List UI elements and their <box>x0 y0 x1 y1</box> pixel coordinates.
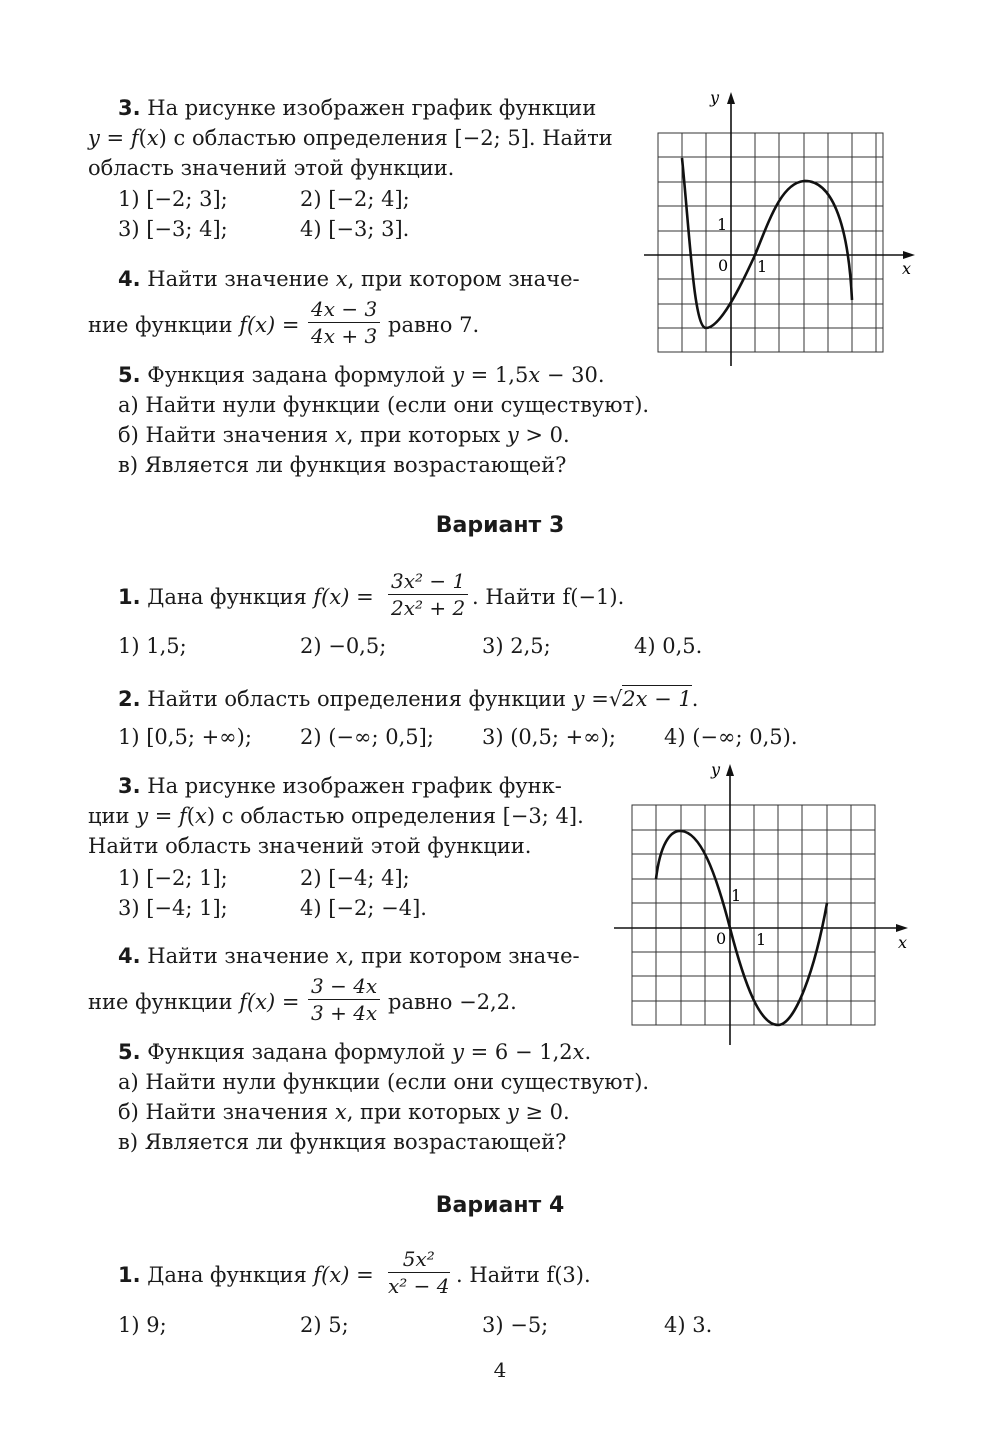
v4-task1-prefix: 1. Дана функция f(x) = <box>118 1263 374 1287</box>
v3-task4-line2-prefix: ние функции f(x) = <box>88 990 300 1014</box>
grid <box>658 133 883 352</box>
v3-task3-option3: 3) [−4; 1]; <box>118 896 228 920</box>
v2-task3-line1: 3. На рисунке изображен график функции <box>118 96 597 120</box>
v4-task1-option2: 2) 5; <box>300 1313 349 1337</box>
variant4-title: Вариант 4 <box>435 1193 565 1218</box>
v3-task4-fraction: $\frac{3 - 4x}{3 + 4x}$ <box>308 974 380 1025</box>
v2-task4-line1: 4. Найти значение x, при котором значе- <box>118 267 580 291</box>
page-number: 4 <box>493 1358 507 1382</box>
v3-task2-option2: 2) (−∞; 0,5]; <box>300 725 434 749</box>
v2-task4-fraction: $\frac{4x - 3}{4x + 3}$ <box>308 297 380 348</box>
y-axis-arrow <box>727 92 735 104</box>
v2-task3-line3: область значений этой функции. <box>88 156 455 180</box>
v3-task2-line: 2. Найти область определения функции y =√2x − 1. <box>118 687 699 711</box>
v2-task3-line2: y = f(x) с областью определения [−2; 5]. Найти <box>88 126 613 150</box>
variant3-title: Вариант 3 <box>435 513 565 538</box>
origin-label: 0 <box>718 256 729 275</box>
v3-task3-line3: Найти область значений этой функции. <box>88 834 532 858</box>
x-unit-label: 1 <box>757 257 768 276</box>
radicand: 2x − 1 <box>622 687 692 711</box>
x-axis-arrow <box>903 251 915 259</box>
v3-task2-option4: 4) (−∞; 0,5). <box>664 725 798 749</box>
v3-task3-line1: 3. На рисунке изображен график функ- <box>118 774 562 798</box>
y-axis-label: y <box>710 88 720 107</box>
v3-task1-fraction: $\frac{\text{3x² − 1}}{\text{2x² + 2}}$ <box>388 569 468 620</box>
v3-task1-option4: 4) 0,5. <box>634 634 703 658</box>
v3-task1-option2: 2) −0,5; <box>300 634 387 658</box>
v3-task2-option1: 1) [0,5; +∞); <box>118 725 252 749</box>
v2-task3-option4: 4) [−3; 3]. <box>300 217 410 241</box>
v4-task1-option1: 1) 9; <box>118 1313 167 1337</box>
v2-task5-b: б) Найти значения x, при которых y > 0. <box>118 423 570 447</box>
v3-task3-option2: 2) [−4; 4]; <box>300 866 410 890</box>
v3-task5-c: в) Является ли функция возрастающей? <box>118 1130 567 1154</box>
task-number: 5. <box>118 363 141 387</box>
v3-task5-line1: 5. Функция задана формулой y = 6 − 1,2x. <box>118 1040 592 1064</box>
task-number: 1. <box>118 585 141 609</box>
v3-task1-prefix: 1. Дана функция f(x) = <box>118 585 374 609</box>
task-number: 3. <box>118 774 141 798</box>
v2-task5-line1: 5. Функция задана формулой y = 1,5x − 30. <box>118 363 605 387</box>
task-number: 1. <box>118 1263 141 1287</box>
x-unit-label: 1 <box>756 930 767 949</box>
task-number: 4. <box>118 944 141 968</box>
v2-task3-option3: 3) [−3; 4]; <box>118 217 228 241</box>
v2-task3-option2: 2) [−2; 4]; <box>300 187 410 211</box>
task-number: 2. <box>118 687 141 711</box>
sqrt-sign: √ <box>608 687 623 711</box>
v2-task4-line2-suffix: равно 7. <box>388 313 480 337</box>
v4-task1-fraction: $\frac{\text{5x²}}{\text{x² − 4}}$ <box>388 1247 450 1298</box>
function-curve <box>682 158 852 328</box>
v3-task5-a: а) Найти нули функции (если они существуют). <box>118 1070 650 1094</box>
task-number: 3. <box>118 96 141 120</box>
task-number: 5. <box>118 1040 141 1064</box>
v2-task4-line2-prefix: ние функции f(x) = <box>88 313 300 337</box>
v2-task3-option1: 1) [−2; 3]; <box>118 187 228 211</box>
task-number: 4. <box>118 267 141 291</box>
x-axis-label: x <box>898 933 908 952</box>
x-axis-arrow <box>896 924 908 932</box>
v3-task1-suffix: . Найти f(−1). <box>472 585 625 609</box>
v3-function-graph <box>610 760 920 1060</box>
v4-task1-suffix: . Найти f(3). <box>456 1263 591 1287</box>
y-axis-arrow <box>726 764 734 776</box>
y-unit-label: 1 <box>717 215 728 234</box>
v3-task3-option1: 1) [−2; 1]; <box>118 866 228 890</box>
v3-task5-b: б) Найти значения x, при которых y ≥ 0. <box>118 1100 570 1124</box>
x-axis-label: x <box>902 259 912 278</box>
v2-function-graph <box>640 88 930 378</box>
v3-task3-line2: ции y = f(x) с областью определения [−3; 4]. <box>88 804 584 828</box>
v2-task5-a: а) Найти нули функции (если они существуют). <box>118 393 650 417</box>
v4-task1-option4: 4) 3. <box>664 1313 713 1337</box>
v3-task1-option3: 3) 2,5; <box>482 634 551 658</box>
origin-label: 0 <box>716 929 727 948</box>
v3-task4-line1: 4. Найти значение x, при котором значе- <box>118 944 580 968</box>
v3-task4-line2-suffix: равно −2,2. <box>388 990 517 1014</box>
v3-task2-option3: 3) (0,5; +∞); <box>482 725 616 749</box>
v4-task1-option3: 3) −5; <box>482 1313 549 1337</box>
v3-task1-option1: 1) 1,5; <box>118 634 187 658</box>
v2-task5-c: в) Является ли функция возрастающей? <box>118 453 567 477</box>
y-unit-label: 1 <box>731 886 742 905</box>
v3-task3-option4: 4) [−2; −4]. <box>300 896 427 920</box>
y-axis-label: y <box>711 760 721 779</box>
